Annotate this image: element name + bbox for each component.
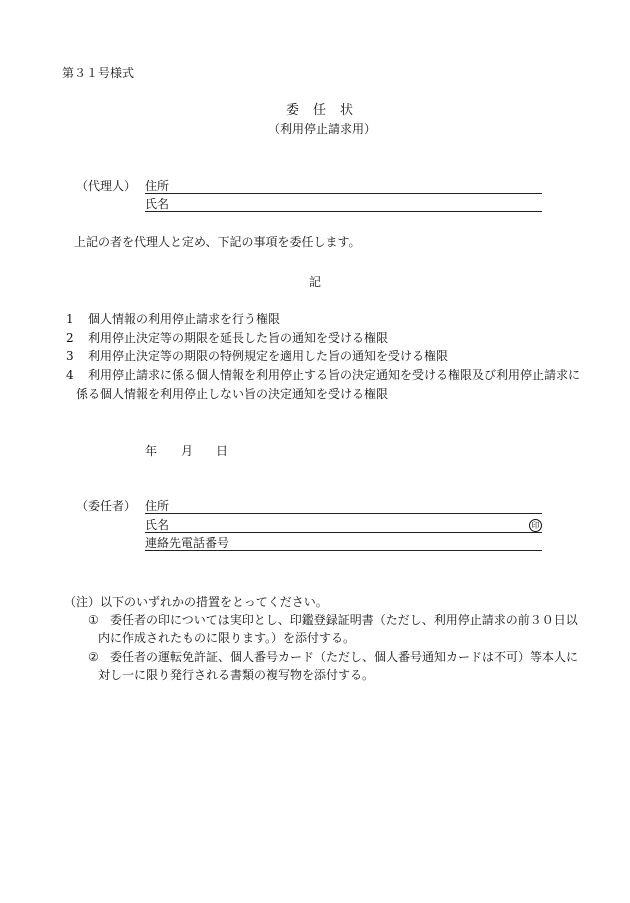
principal-address-label: 住所 [145, 499, 170, 513]
item-number: 1 [66, 312, 74, 326]
note-text-continuation: 内に作成されたものに限ります。）を添付する。 [98, 631, 356, 645]
agent-role-label: （代理人） [76, 179, 137, 193]
agent-address-line [145, 193, 542, 194]
form-number: 第３１号様式 [62, 66, 135, 80]
principal-phone-line [145, 550, 542, 551]
principal-phone-label: 連絡先電話番号 [145, 536, 230, 550]
seal-icon [529, 518, 542, 532]
item-number: 3 [66, 349, 74, 363]
item-continuation: 係る個人情報を利用停止しない旨の決定通知を受ける権限 [76, 387, 389, 401]
date-month: 月 [181, 444, 194, 458]
agent-name-label: 氏名 [145, 197, 170, 211]
ki-heading: 記 [309, 275, 322, 289]
seal-mark: 印 [529, 519, 542, 532]
note-heading: （注）以下のいずれかの措置をとってください。 [64, 595, 328, 609]
note-marker: ② [88, 650, 99, 664]
date-day: 日 [216, 444, 229, 458]
principal-address-line [145, 513, 542, 514]
agent-address-label: 住所 [145, 179, 170, 193]
item-number: 2 [66, 331, 74, 345]
note-text: 委任者の印については実印とし、印鑑登録証明書（ただし、利用停止請求の前３０日以 [110, 613, 578, 627]
principal-name-label: 氏名 [145, 518, 170, 532]
note-marker: ① [88, 613, 99, 627]
delegation-statement: 上記の者を代理人と定め、下記の事項を委任します。 [74, 235, 361, 249]
item-number: 4 [66, 368, 74, 382]
item-text: 個人情報の利用停止請求を行う権限 [88, 312, 281, 326]
note-text-continuation: 対し一に限り発行される書類の複写物を添付する。 [98, 668, 375, 682]
principal-role-label: （委任者） [76, 499, 137, 513]
date-year: 年 [145, 444, 158, 458]
document-subtitle: （利用停止請求用） [268, 122, 377, 136]
note-text: 委任者の運転免許証、個人番号カード（ただし、個人番号通知カードは不可）等本人に [110, 650, 579, 664]
item-text: 利用停止決定等の期限の特例規定を適用した旨の通知を受ける権限 [88, 349, 449, 363]
item-text: 利用停止決定等の期限を延長した旨の通知を受ける権限 [88, 331, 389, 345]
document-title: 委任状 [286, 103, 368, 118]
agent-name-line [145, 211, 542, 212]
principal-name-line [145, 532, 542, 533]
item-text: 利用停止請求に係る個人情報を利用停止する旨の決定通知を受ける権限及び利用停止請求に [88, 368, 581, 382]
